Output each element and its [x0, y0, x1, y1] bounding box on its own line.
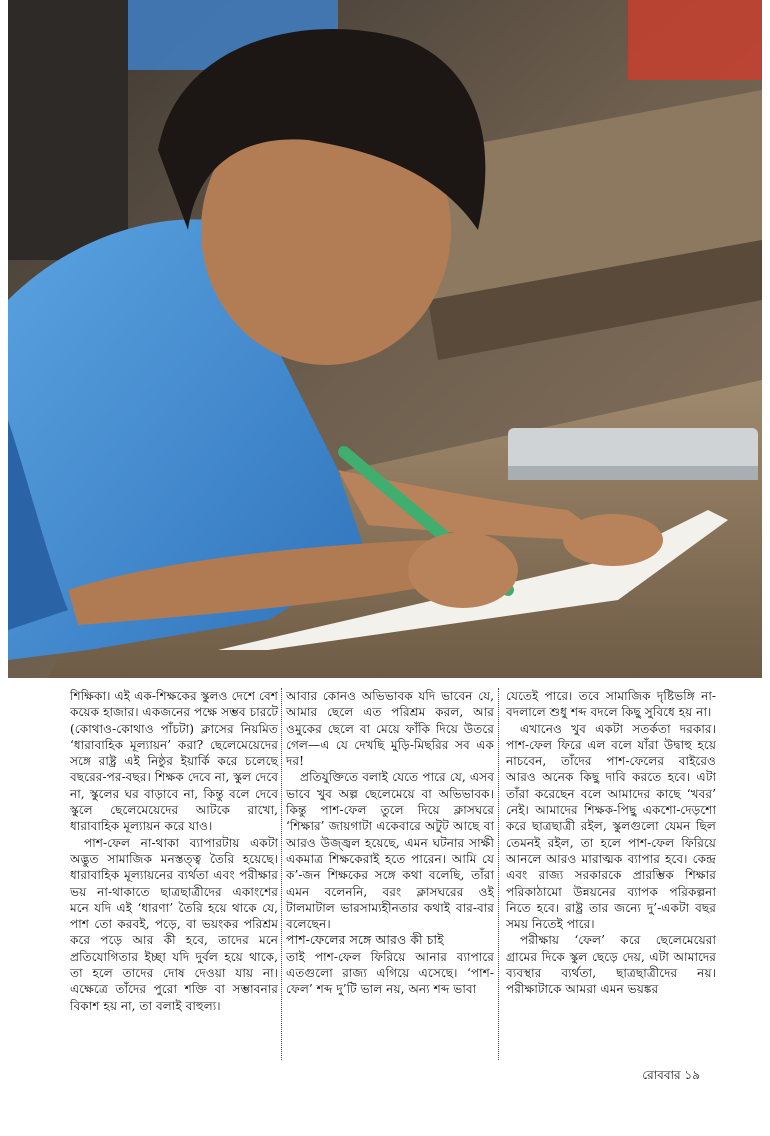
article-body: [70, 688, 760, 1068]
paragraph: আবার কোনও অভিভাবক যদি ভাবেন যে, আমার ছেলে এত পরিশ্রম করল, আর ওমুকের ছেলে বা মেয়ে ফাঁকি দিয়ে উতরে গেল—এ যে দেখছি মুড়ি-মিছরির সব এক দর!: [286, 689, 494, 769]
article-column-1: [70, 688, 278, 1068]
page-footer: রোববার ১৯: [642, 1068, 700, 1082]
paragraph: তাই পাশ-ফেল ফিরিয়ে আনার ব্যাপারে এতগুলো রাজ্য এগিয়ে এসেছে। ‘পাশ-ফেল’ শব্দ দু’টি ভাল নয়, অন্য শব্দ ভাবা: [286, 949, 494, 997]
paragraph: এখানেও খুব একটা সতর্কতা দরকার। পাশ-ফেল ফিরে এল বলে যাঁরা উদ্বাহু হয়ে নাচবেন, তাঁদের পাশ-ফেলের বাইরেও আরও অনেক কিছু দাবি করতে হবে। এটা তাঁরা করেছেন বলে আমাদের কাছে ‘খবর’ নেই। আমাদের শিক্ষক-পিছু একশো-দেড়শো করে ছাত্রছাত্রী রইল, স্কুলগুলো যেমন ছিল তেমনই রইল, তা হলে পাশ-ফেল ফিরিয়ে আনলে আরও মারাত্মক ব্যাপার হবে। কেন্দ্র এবং রাজ্য সরকারকে প্রারম্ভিক শিক্ষার পরিকাঠামো উন্নয়নের ব্যাপক পরিকল্পনা নিতে হবে। রাষ্ট্র তার জন্যে দু’-একটা বছর সময় নিতেই পারে।: [506, 721, 716, 932]
column-divider: [281, 688, 282, 1060]
paragraph: পাশ-ফেল না-থাকা ব্যাপারটায় একটা অদ্ভুত সামাজিক মনস্তত্ত্ব তৈরি হয়েছে। ধারাবাহিক মূল্যায়নের ব্যর্থতা এবং পরীক্ষার ভয় না-থাকাতে ছাত্রছাত্রীদের একাংশের মনে যদি এই ‘ধারণা’ তৈরি হয়ে থাকে যে, পাশ তো করবই, পড়ে, বা ভয়ংকর পরিশ্রম করে পড়ে আর কী হবে, তাদের মনে প্রতিযোগিতার ইচ্ছা যদি দুর্বল হয়ে থাকে, তা হলে তাদের দোষ দেওয়া যায় না। এক্ষেত্রে তাঁদের পুরো শক্তি বা সম্ভাবনার বিকাশ হয় না, তা বলাই বাহুল্য।: [70, 835, 278, 1013]
paragraph: পরীক্ষায় ‘ফেল’ করে ছেলেমেয়েরা গ্রামের দিকে স্কুল ছেড়ে দেয়, এটা আমাদের ব্যবস্থার ব্যর্থতা, ছাত্রছাত্রীদের নয়। পরীক্ষাটাকে আমরা এমন ভয়ঙ্কর: [506, 933, 716, 997]
boy-writing-illustration: [8, 0, 762, 678]
section-subheading: পাশ-ফেলের সঙ্গে আরও কী চাই: [286, 932, 444, 948]
paragraph: শিক্ষিকা। এই এক-শিক্ষকের স্কুলও দেশে বেশ কয়েক হাজার। একজনের পক্ষে সম্ভব চারটে (কোথাও-কোথাও পাঁচটা) ক্লাসের নিয়মিত ‘ধারাবাহিক মূল্যায়ন’ করা? ছেলেমেয়েদের সঙ্গে রাষ্ট্র এই নিষ্ঠুর ইয়ার্কি করে চলেছে বছরের-পর-বছর। শিক্ষক দেবে না, স্কুল দেবে না, স্কুলের ঘর বাড়াবে না, কিন্তু বলে দেবে স্কুলে ছেলেমেয়েদের আটকে রাখো, ধারাবাহিক মূল্যায়ন করে যাও।: [70, 689, 278, 834]
article-column-2: [286, 688, 494, 1068]
column-divider: [498, 688, 499, 1060]
classroom-photo: [8, 0, 762, 678]
paragraph: প্রতিযুক্তিতে বলাই যেতে পারে যে, এসব ভাবে খুব অল্প ছেলেমেয়ে বা অভিভাবক। কিন্তু পাশ-ফেল তুলে দিয়ে ক্লাসঘরে ‘শিক্ষার’ জায়গাটা একেবারে অটুট আছে বা আরও উজ্জ্বল হয়েছে, এমন ঘটনার সাক্ষী একমাত্র শিক্ষকেরাই হতে পারেন। আমি যে ক’-জন শিক্ষকের সঙ্গে কথা বলেছি, তাঁরা এমন বলেননি, বরং ক্লাসঘরের ওই টালমাটাল ভারসাম্যহীনতার কথাই বার-বার বলেছেন।: [286, 770, 494, 932]
article-column-3: [506, 688, 716, 1068]
paragraph: যেতেই পারে। তবে সামাজিক দৃষ্টিভঙ্গি না-বদলালে শুধু শব্দ বদলে কিছু সুবিধে হয় না।: [506, 689, 716, 720]
